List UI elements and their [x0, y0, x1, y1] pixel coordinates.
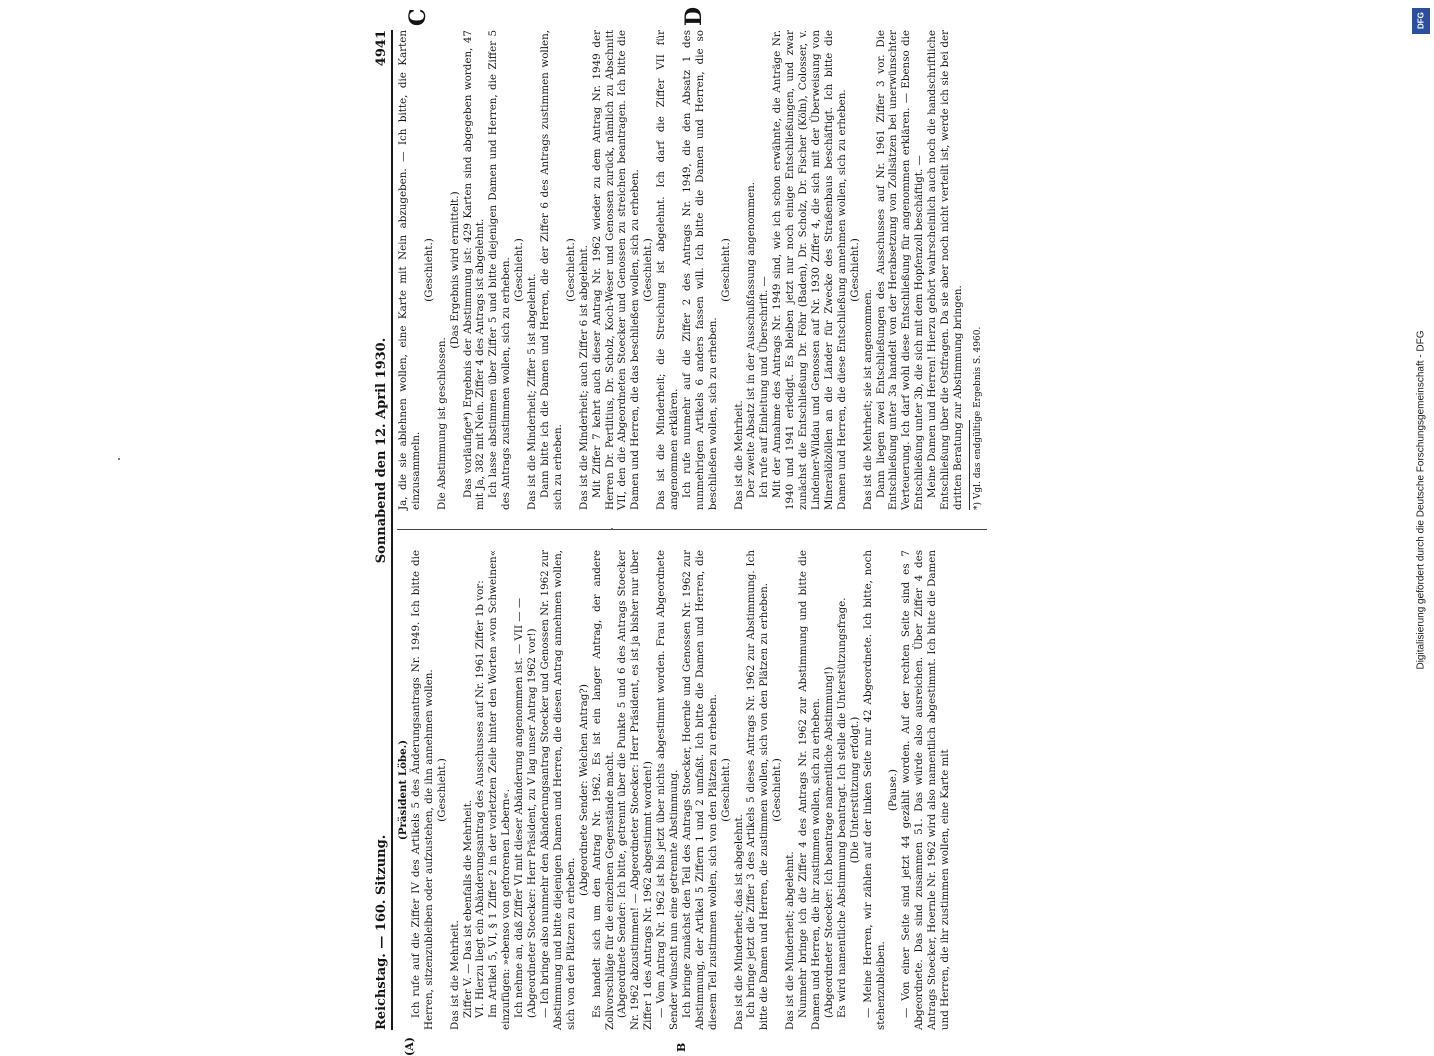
left-paragraph: Ich bringe zunächst den Teil des Antrags Stoecker, Hoernle und Genossen Nr. 1962 zur Abstimmung, der Artikel 5 Ziffern 1 und 2 umfaßt. Ich bitte die Damen und Herren, die diesem Teil zustimmen wollen, sich von den Plätzen zu erheben.	[680, 550, 719, 1030]
right-paragraph: (Das Ergebnis wird ermittelt.)	[448, 191, 461, 349]
left-paragraph: (Präsident Löbe.)	[397, 739, 409, 841]
right-paragraph: (Geschieht.)	[642, 238, 655, 302]
left-paragraph: (Abgeordnete Sender: Welchen Antrag?)	[577, 684, 590, 896]
right-paragraph: Der zweite Absatz ist in der Ausschußfassung angenommen.	[745, 181, 758, 498]
margin-mark-b: B	[675, 1042, 688, 1052]
left-paragraph: — Meine Herren, wir zählen auf der linken Seite nur 42 Abgeordnete. Ich bitte, noch stehenzubleiben.	[861, 550, 887, 1030]
right-paragraph: (Geschieht.)	[848, 238, 861, 302]
scan-speck	[611, 528, 613, 530]
left-paragraph: (Geschieht.)	[771, 758, 784, 822]
left-paragraph: Ich rufe auf die Ziffer IV des Artikels 5 des Änderungsantrags Nr. 1949. Ich bitte die Herren, sitzenzubleiben oder aufzustehen, die ihn annehmen wollen.	[409, 550, 435, 1030]
right-paragraph: (Geschieht.)	[719, 238, 732, 302]
left-paragraph: Nunmehr bringe ich die Ziffer 4 des Antrags Nr. 1962 zur Abstimmung und bitte die Damen und Herren, die ihr zustimmen wollen, sich zu erheben.	[797, 550, 822, 1030]
left-paragraph: — Von einer Seite sind jetzt 44 gezählt worden. Auf der rechten Seite sind es 7 Abgeordnete. Das sind zusammen 51. Das würde also ausreichen. Über Ziffer 4 des Antrags Stoecker, Hoernle Nr. 1962 wird also namentlich abgestimmt. Ich bitte die Damen und Herren, die ihr zustimmen wollen, eine Karte mit	[900, 550, 952, 1030]
right-paragraph: Dann bitte ich die Damen und Herren, die der Ziffer 6 des Antrags zustimmen wollen, sich zu erheben.	[538, 30, 564, 510]
right-paragraph: (Geschieht.)	[513, 238, 526, 302]
header-left-title: Reichstag. — 160. Sitzung.	[374, 834, 389, 1030]
left-paragraph: VI. Hierzu liegt ein Abänderungsantrag des Ausschusses auf Nr. 1961 Ziffer 1b vor:	[474, 580, 487, 1018]
left-paragraph: — Vom Antrag Nr. 1962 ist bis jetzt über nichts abgestimmt worden. Frau Abgeordnete Sender wünscht nun eine getrennte Abstimmung.	[655, 550, 681, 1030]
right-paragraph: Ich lasse abstimmen über Ziffer 5 und bitte diejenigen Damen und Herren, die Ziffer 5 des Antrags zustimmen wollen, sich zu erheben.	[487, 30, 513, 510]
page-number: 4941	[374, 30, 389, 67]
right-paragraph: Das ist die Mehrheit.	[732, 400, 745, 510]
left-paragraph: Das ist die Minderheit; das ist abgelehnt.	[732, 814, 745, 1030]
right-paragraph: (Geschieht.)	[564, 238, 577, 302]
right-paragraph: Das vorläufige*) Ergebnis der Abstimmung ist: 429 Karten sind abgegeben worden, 47 mit Ja, 382 mit Nein. Ziffer 4 des Antrags ist abgelehnt.	[461, 30, 487, 510]
left-text-column	[397, 550, 993, 1030]
right-paragraph: Das ist die Minderheit; die Streichung ist abgelehnt. Ich darf die Ziffer VII für angenommen erklären.	[655, 30, 681, 510]
right-paragraph: Ich rufe auf Einleitung und Überschrift. —	[758, 276, 771, 498]
left-paragraph: (Abgeordnete Sender: Ich bitte, getrennt über die Punkte 5 und 6 des Antrags Stoecker Nr. 1962 abzustimmen! — Abgeordneter Stoecker: Herr Präsident, es ist ja bisher nur über Ziffer 1 des Antrags Nr. 1962 abgestimmt worden!)	[616, 550, 655, 1030]
rotated-document-page	[363, 6, 1003, 1056]
left-paragraph: Ziffer V. — Das ist ebenfalls die Mehrheit.	[461, 799, 474, 1018]
dfg-logo: DFG	[1412, 8, 1430, 34]
left-paragraph: (Geschieht.)	[435, 758, 448, 822]
left-paragraph: Es wird namentliche Abstimmung beantragt. Ich stelle die Unterstützungsfrage.	[835, 597, 848, 1018]
left-paragraph: Es handelt sich um den Antrag Nr. 1962. Es ist ein langer Antrag, der andere Zollvorschläge für die einzelnen Gegenstände macht.	[590, 550, 616, 1030]
left-paragraph: (Die Unterstützung erfolgt.)	[848, 716, 861, 864]
column-divider	[397, 529, 987, 530]
header-date: Sonnabend den 12. April 1930.	[374, 337, 389, 564]
left-paragraph: Ich bringe jetzt die Ziffer 3 des Artikels 5 dieses Antrags Nr. 1962 zur Abstimmung. Ich bitte die Damen und Herren, die zustimmen wollen, sich von den Plätzen zu erheben.	[745, 550, 771, 1030]
left-paragraph: Das ist die Mehrheit.	[448, 920, 461, 1030]
right-paragraph: Ja, die sie ablehnen wollen, eine Karte mit Nein abzugeben. — Ich bitte, die Karten einzusammeln.	[397, 30, 422, 510]
left-paragraph: — Ich bringe also nunmehr den Abänderungsantrag Stoecker und Genossen Nr. 1962 zur Abstimmung und bitte diejenigen Damen und Herren, die diesen Antrag annehmen wollen, sich von den Plätzen zu erheben.	[538, 550, 577, 1030]
right-paragraph: (Geschieht.)	[422, 238, 435, 302]
right-text-column	[397, 30, 993, 510]
left-paragraph: Das ist die Minderheit; abgelehnt.	[784, 851, 797, 1030]
header-rule	[391, 30, 393, 1030]
right-paragraph: Mit der Annahme des Antrags Nr. 1949 sind, wie ich schon erwähnte, die Anträge Nr. 1940 und 1941 erledigt. Es bleiben jetzt nur noch einige Entschließungen, und zwar zunächst die Entschließung Dr. Föhr (Baden), Dr. Scholz, Dr. Fischer (Köln), Colosser, v. Lindeiner-Wildau und Genossen auf Nr. 1930 Ziffer 4, die sich mit der Überweisung von Mineralölzöllen an die Länder für Zwecke des Straßenbaus beschäftigt. Ich bitte die Damen und Herren, die diese Entschließung annehmen wollen, sich zu erheben.	[771, 30, 848, 510]
margin-mark-a: (A)	[403, 1037, 416, 1056]
left-paragraph: (Abgeordneter Stoecker: Herr Präsident, zu V lag unser Antrag 1962 vor!)	[526, 628, 539, 1018]
right-paragraph: Meine Damen und Herren! Hierzu gehört wahrscheinlich auch noch die handschriftliche Entschließung über die Ostfragen. Da sie aber noch nicht verteilt ist, werde ich sie bei der dritten Beratung zur Abstimmung bringen.	[926, 30, 964, 510]
right-paragraph: Mit Ziffer 7 kehrt auch dieser Antrag Nr. 1962 wieder zu dem Antrag Nr. 1949 der Herren Dr. Pertlitius, Dr. Scholz, Koch-Weser und Genossen zurück, nämlich zu Abschnitt VII, den die Abgeordneten Stoecker und Genossen zu streichen beantragen. Ich bitte die Damen und Herren, die das beschließen wollen, sich zu erheben.	[590, 30, 642, 510]
digitization-credit: Digitalisierung gefördert durch die Deutsche Forschungsgemeinschaft - DFG	[1415, 330, 1427, 670]
right-paragraph: Dann liegen zwei Entschließungen des Ausschusses auf Nr. 1961 Ziffer 3 vor. Die Entschließung unter 3a handelt von der Herabsetzung von Zollsätzen bei unerwünschter Verteuerung. Ich darf wohl diese Entschließung für angenommen erklären. — Ebenso die Entschließung unter 3b, die sich mit dem Hopfenzoll beschäftigt. —	[874, 30, 926, 510]
right-paragraph: Das ist die Mehrheit; sie ist angenommen.	[861, 288, 874, 510]
left-paragraph: (Abgeordneter Stoecker: Ich beantrage namentliche Abstimmung!)	[822, 666, 835, 1018]
left-paragraph: Im Artikel 5, VI, § 1 Ziffer 2 in der vorletzten Zeile hinter den Worten »von Schweinen« einzufügen: »ebenso von gefrorenen Lebern«.	[487, 550, 513, 1030]
footnote: *) Vgl. das endgültige Ergebnis S. 4960.	[972, 326, 983, 510]
right-paragraph: Die Abstimmung ist geschlossen.	[435, 337, 448, 510]
margin-mark-c: C	[405, 8, 431, 26]
right-paragraph: Das ist die Minderheit; auch Ziffer 6 ist abgelehnt.	[577, 245, 590, 510]
page-header	[363, 30, 389, 1030]
right-paragraph: Ich rufe nunmehr auf die Ziffer 2 des Antrags Nr. 1949, die den Absatz 1 des nunmehrigen Artikels 6 anders fassen will. Ich bitte die Damen und Herren, die so beschließen wollen, sich zu erheben.	[680, 30, 719, 510]
right-paragraph: Das ist die Minderheit; Ziffer 5 ist abgelehnt.	[526, 273, 539, 510]
left-paragraph: Ich nehme an, daß Ziffer VI mit dieser Abänderung angenommen ist. — VII — —	[513, 597, 526, 1018]
right-column-paragraphs	[397, 30, 965, 510]
left-paragraph: (Pause.)	[887, 769, 900, 811]
left-paragraph: (Geschieht.)	[719, 758, 732, 822]
footnote-rule	[969, 420, 970, 510]
scan-speck	[118, 458, 120, 460]
margin-mark-d: D	[681, 6, 707, 26]
